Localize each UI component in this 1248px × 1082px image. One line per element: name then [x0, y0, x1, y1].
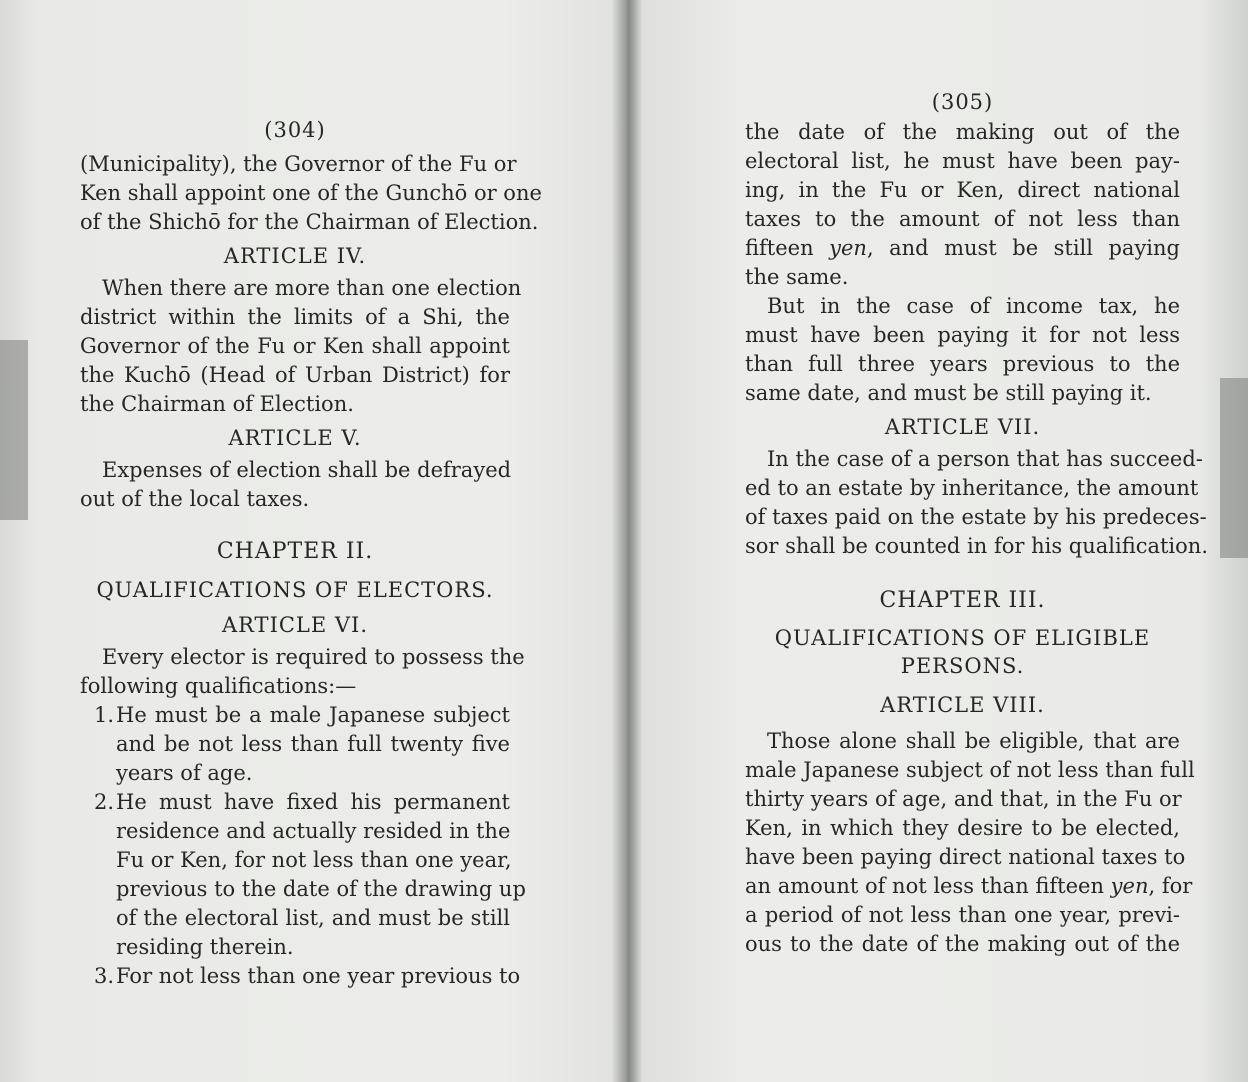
article-heading: ARTICLE IV.	[223, 244, 367, 268]
list-number: 3.	[94, 964, 115, 988]
text-line: ing, in the Fu or Ken, direct national	[745, 178, 1180, 202]
text-line: same date, and must be still paying it.	[745, 381, 1152, 405]
text-line: Expenses of election shall be defrayed	[102, 458, 512, 482]
paragraph	[80, 274, 522, 419]
text-line: the same.	[745, 265, 849, 289]
paragraph	[80, 456, 510, 514]
text-line: previous to the date of the drawing up	[116, 877, 526, 901]
right-page	[745, 0, 1208, 1082]
text-line: an amount of not less than fifteen yen, for	[745, 874, 1193, 898]
text-line: residing therein.	[116, 935, 294, 959]
paragraph	[80, 643, 525, 701]
text-line: have been paying direct national taxes to	[745, 845, 1186, 869]
text-line: electoral list, he must have been pay-	[745, 149, 1180, 173]
text-line: But in the case of income tax, he	[767, 294, 1180, 318]
text-line: and be not less than full twenty five	[116, 732, 510, 756]
text-line: Governor of the Fu or Ken shall appoint	[80, 334, 510, 358]
text-line: He must have fixed his permanent	[116, 790, 510, 814]
paragraph	[745, 445, 1208, 561]
paragraph	[745, 118, 1180, 292]
text-line: male Japanese subject of not less than full	[745, 758, 1195, 782]
text-line: For not less than one year previous to	[116, 964, 521, 988]
text-line: thirty years of age, and that, in the Fu or	[745, 787, 1182, 811]
list-item	[80, 962, 521, 991]
text-line: Those alone shall be eligible, that are	[767, 729, 1180, 753]
text-line: of taxes paid on the estate by his predeces-	[745, 505, 1207, 529]
paragraph	[80, 150, 542, 237]
text-line: must have been paying it for not less	[745, 323, 1180, 347]
text-line: of the electoral list, and must be still	[116, 906, 510, 930]
text-line: the Kuchō (Head of Urban District) for	[80, 363, 510, 387]
chapter-title: QUALIFICATIONS OF ELECTORS.	[96, 578, 494, 602]
article-heading: ARTICLE VII.	[884, 415, 1041, 439]
text-line: following qualifications:—	[80, 674, 357, 698]
text-line: sor shall be counted in for his qualification.	[745, 534, 1208, 558]
left-edge-shadow	[0, 340, 28, 520]
article-heading: ARTICLE V.	[228, 426, 362, 450]
text-line: out of the local taxes.	[80, 487, 310, 511]
text-line: taxes to the amount of not less than	[745, 207, 1180, 231]
text-line: (Municipality), the Governor of the Fu or	[80, 152, 517, 176]
text-line: Ken, in which they desire to be elected,	[745, 816, 1180, 840]
text-line: the date of the making out of the	[745, 120, 1180, 144]
text-line: Ken shall appoint one of the Gunchō or one	[80, 181, 542, 205]
right-edge-shadow	[1220, 378, 1248, 558]
list-number: 1.	[94, 703, 115, 727]
text-line: than full three years previous to the	[745, 352, 1180, 376]
chapter-heading: CHAPTER III.	[879, 588, 1046, 613]
text-line: a period of not less than one year, previ-	[745, 903, 1180, 927]
list-number: 2.	[94, 790, 115, 814]
text-line: district within the limits of a Shi, the	[80, 305, 510, 329]
text-line: the Chairman of Election.	[80, 392, 354, 416]
text-line: of the Shichō for the Chairman of Election.	[80, 210, 539, 234]
list-item	[80, 788, 526, 962]
left-page	[80, 0, 542, 1082]
chapter-heading: CHAPTER II.	[216, 539, 374, 564]
article-heading: ARTICLE VI.	[221, 613, 369, 637]
list-item	[80, 701, 510, 788]
page-number: (305)	[931, 90, 994, 114]
text-line: Fu or Ken, for not less than one year,	[116, 848, 512, 872]
page-number: (304)	[264, 118, 326, 142]
text-line: In the case of a person that has succeed-	[767, 447, 1203, 471]
text-line: Every elector is required to possess the	[102, 645, 525, 669]
chapter-title: PERSONS.	[900, 654, 1025, 678]
text-line: ed to an estate by inheritance, the amount	[745, 476, 1199, 500]
article-heading: ARTICLE VIII.	[880, 693, 1045, 717]
text-line: He must be a male Japanese subject	[116, 703, 510, 727]
text-line: fifteen yen, and must be still paying	[745, 236, 1180, 260]
text-line: ous to the date of the making out of the	[745, 932, 1180, 956]
text-line: years of age.	[116, 761, 253, 785]
text-line: residence and actually resided in the	[116, 819, 511, 843]
book-gutter	[612, 0, 642, 1082]
paragraph	[745, 292, 1180, 408]
chapter-title: QUALIFICATIONS OF ELIGIBLE	[774, 626, 1151, 650]
text-line: When there are more than one election	[102, 276, 522, 300]
paragraph	[745, 727, 1195, 959]
